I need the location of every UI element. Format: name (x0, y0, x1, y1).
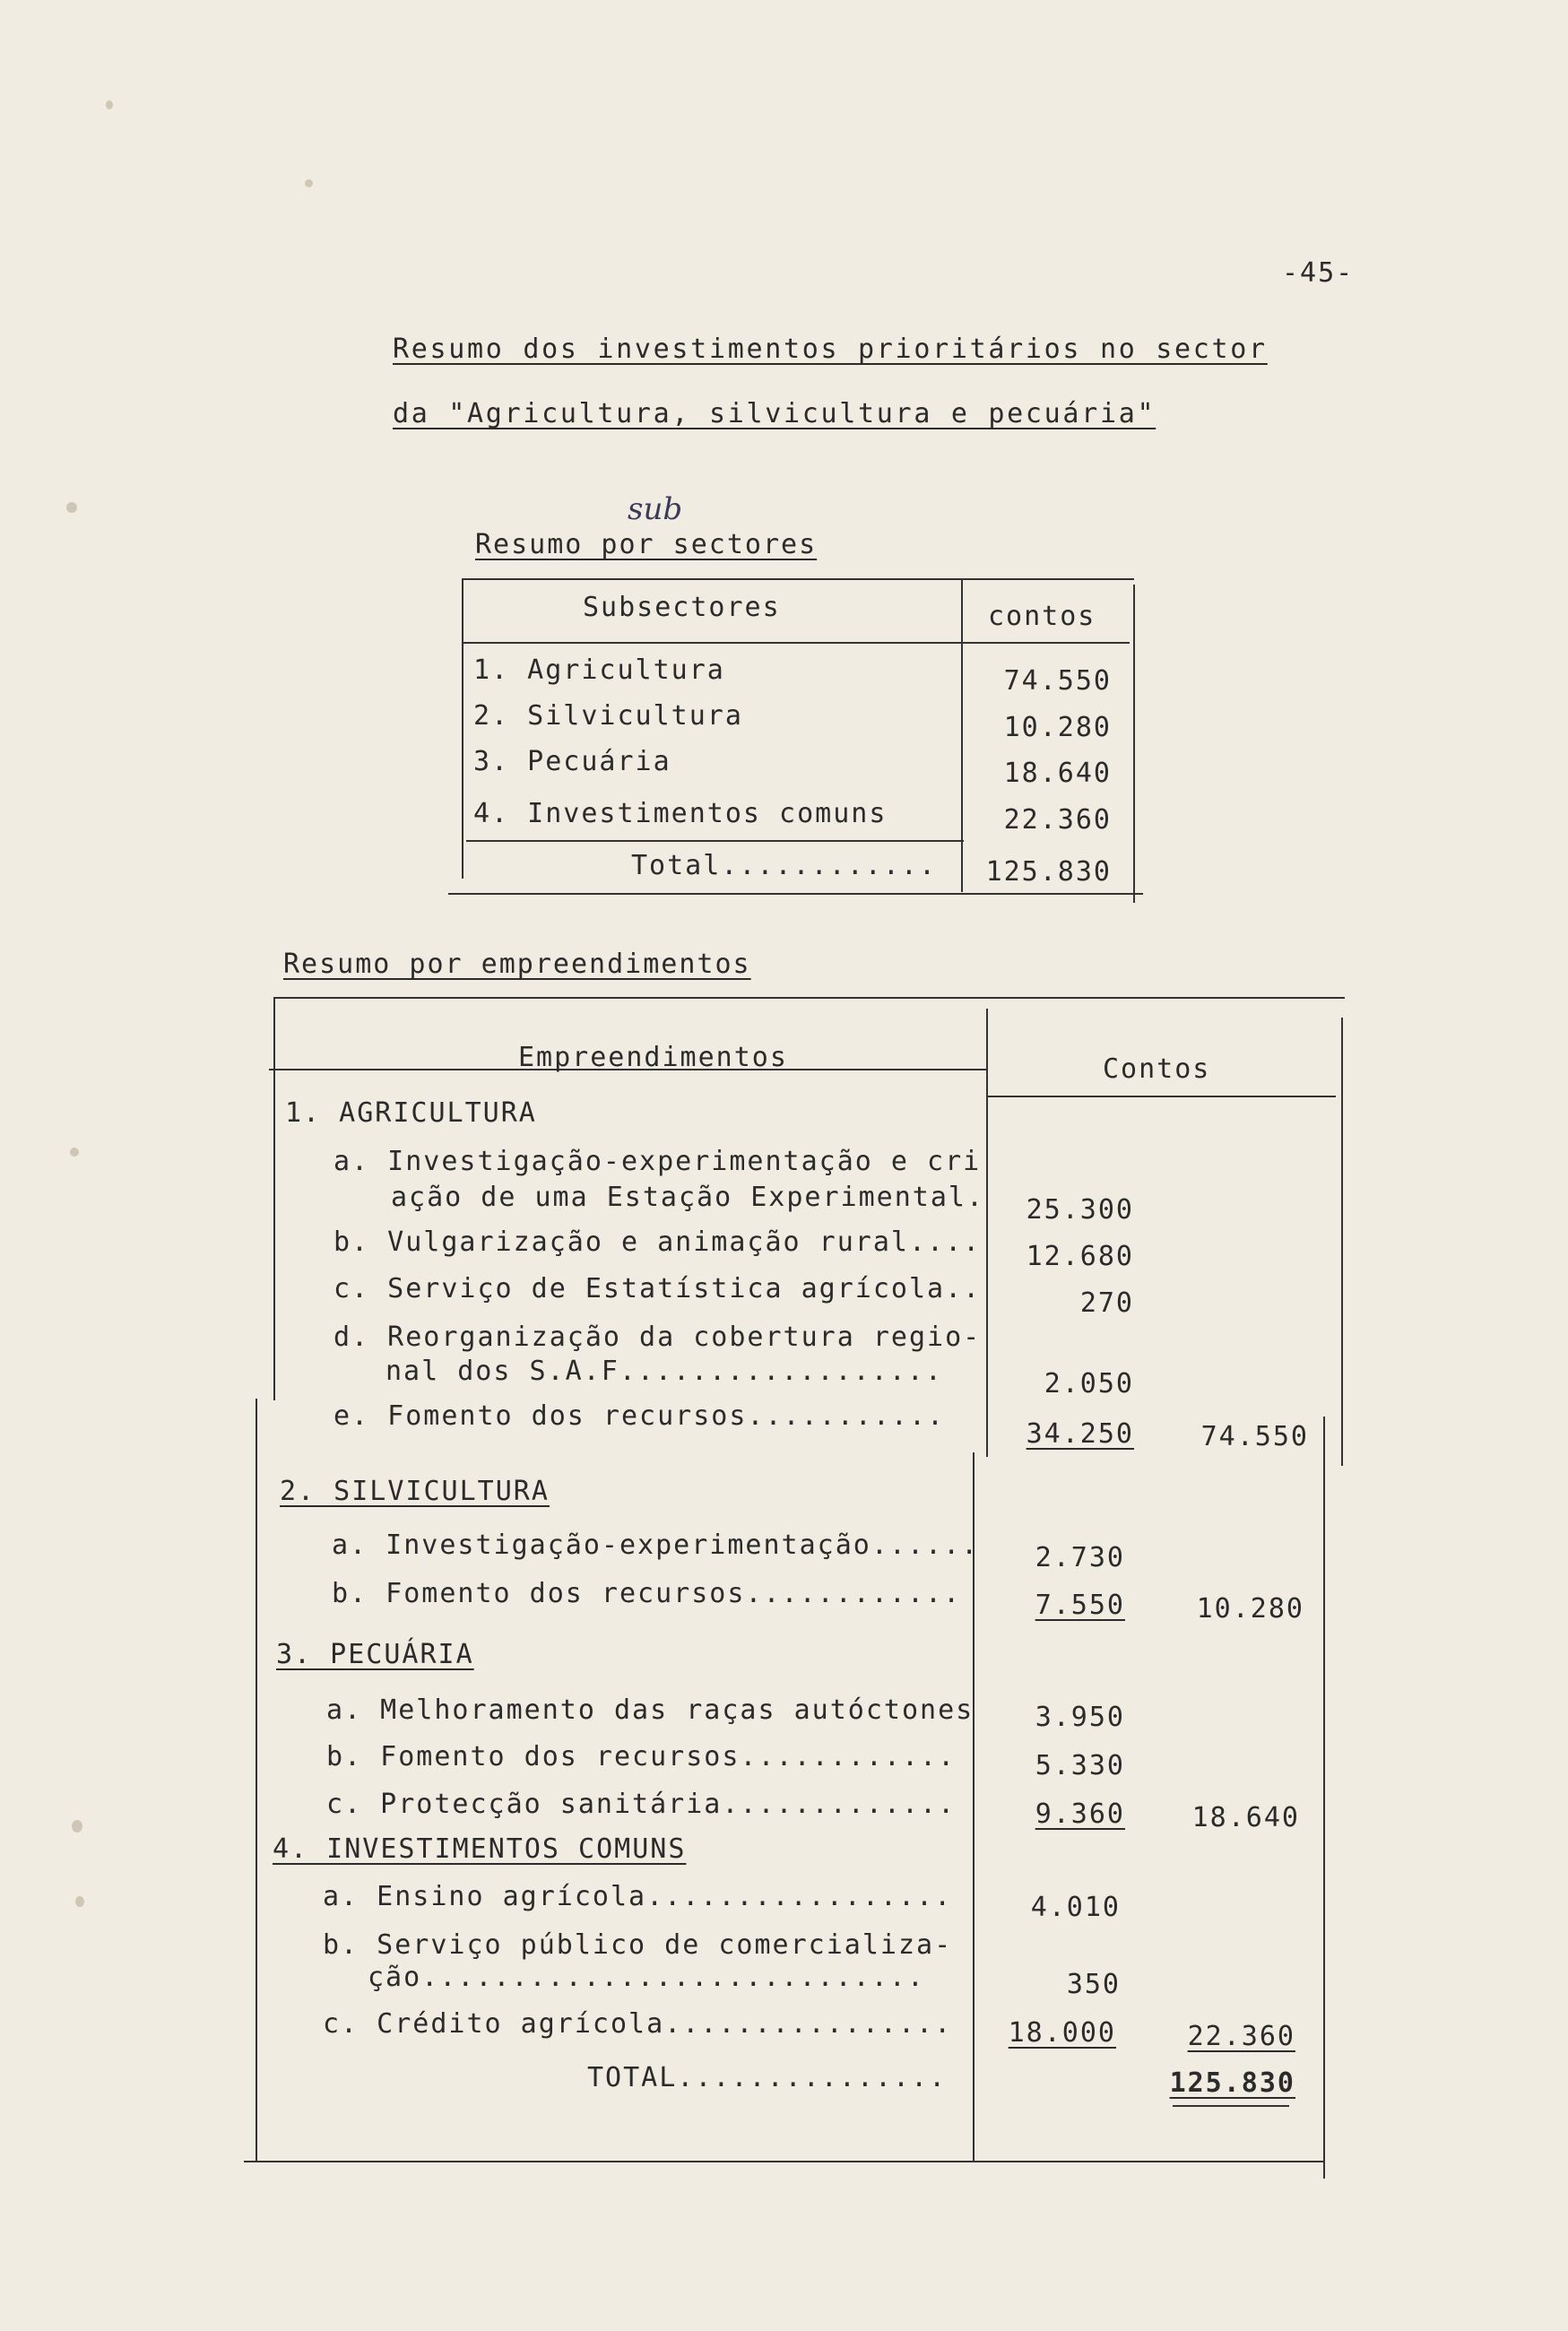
table1-total-label: Total............ (631, 850, 938, 881)
table1-total-value: 125.830 (985, 856, 1112, 888)
item-line: a. Ensino agrícola................. (323, 1881, 953, 1912)
table1-row-label: 4. Investimentos comuns (473, 798, 888, 829)
table1-row-label: 3. Pecuária (473, 746, 671, 777)
item-value: 5.330 (1035, 1750, 1125, 1781)
item-line: b. Fomento dos recursos............ (326, 1741, 957, 1772)
table1-header-contos: contos (988, 601, 1096, 632)
table2-total-value: 125.830 (1169, 2067, 1295, 2099)
table1-left-border (462, 578, 463, 879)
item-line: b. Serviço público de comercializa- (323, 1929, 953, 1961)
paper-spot (75, 1896, 84, 1907)
table2-bottom-border (244, 2161, 1324, 2162)
section-heading-silvicultura: 2. SILVICULTURA (280, 1476, 550, 1507)
section-heading-pecuaria: 3. PECUÁRIA (276, 1639, 474, 1670)
table1-row-value: 18.640 (1003, 758, 1112, 789)
table1-row-label: 2. Silvicultura (473, 700, 743, 732)
table2-right-border-upper (1341, 1018, 1343, 1466)
item-value: 25.300 (1026, 1194, 1134, 1226)
section-subtotal: 18.640 (1191, 1802, 1300, 1833)
section-heading-agricultura: 1. AGRICULTURA (285, 1097, 537, 1129)
table1-bottom-border (448, 893, 1143, 895)
paper-spot (305, 179, 313, 187)
paper-spot (66, 502, 77, 513)
title-line-2: da "Agricultura, silvicultura e pecuária" (393, 398, 1157, 429)
table1-row-value: 10.280 (1003, 712, 1112, 743)
table1-row-label: 1. Agricultura (473, 654, 725, 686)
item-value-underlined: 18.000 (1008, 2017, 1116, 2049)
table2-right-border-lower (1323, 1417, 1325, 2179)
item-value: 270 (1079, 1287, 1134, 1319)
table2-header-rule-right (986, 1096, 1336, 1097)
table1-title: Resumo por sectores (475, 529, 818, 560)
paper-spot (72, 1820, 82, 1833)
page-number: -45- (1282, 257, 1355, 289)
item-line: b. Fomento dos recursos............ (332, 1578, 962, 1609)
item-value: 3.950 (1035, 1702, 1125, 1733)
item-line: c. Protecção sanitária............. (326, 1789, 957, 1820)
section-subtotal: 74.550 (1200, 1421, 1309, 1452)
section-subtotal: 10.280 (1196, 1593, 1304, 1625)
total-double-underline (1173, 2105, 1289, 2107)
table1-column-divider (961, 578, 963, 892)
item-line: b. Vulgarização e animação rural.... (334, 1226, 982, 1258)
table2-title: Resumo por empreendimentos (283, 949, 751, 980)
item-line-continued: nal dos S.A.F.................. (386, 1356, 943, 1387)
item-line: a. Melhoramento das raças autóctones (326, 1694, 975, 1726)
item-line-continued: ção............................ (368, 1962, 925, 1993)
item-value: 350 (1066, 1969, 1121, 2000)
paper-spot (70, 1148, 79, 1157)
title-line-1: Resumo dos investimentos prioritários no sector (393, 334, 1268, 365)
item-line: a. Investigação-experimentação e cri (334, 1146, 982, 1177)
item-value-underlined: 34.250 (1026, 1418, 1134, 1450)
table2-header-contos: Contos (1103, 1053, 1211, 1085)
item-value: 4.010 (1030, 1892, 1121, 1923)
table2-header-empreendimentos: Empreendimentos (518, 1042, 788, 1073)
item-line-continued: ação de uma Estação Experimental. (391, 1182, 985, 1213)
item-line: e. Fomento dos recursos........... (334, 1400, 946, 1432)
table1-row-value: 22.360 (1003, 804, 1112, 836)
table2-top-border (273, 997, 1345, 999)
table1-top-border (462, 578, 1134, 580)
paper-spot (106, 100, 113, 109)
table1-total-rule (466, 840, 964, 842)
table1-row-value: 74.550 (1003, 665, 1112, 697)
table2-left-border-lower (256, 1399, 257, 2161)
table1-header-rule (462, 642, 1130, 644)
section-heading-investimentos-comuns: 4. INVESTIMENTOS COMUNS (273, 1833, 687, 1865)
section-subtotal-underlined: 22.360 (1187, 2021, 1295, 2052)
item-line: a. Investigação-experimentação...... (332, 1529, 980, 1561)
item-value-underlined: 7.550 (1035, 1590, 1125, 1621)
item-value: 12.680 (1026, 1241, 1134, 1272)
item-line: c. Serviço de Estatística agrícola.. (334, 1273, 982, 1304)
table1-header-subsectores: Subsectores (583, 592, 781, 623)
item-line: c. Crédito agrícola................ (323, 2008, 953, 2040)
item-value-underlined: 9.360 (1035, 1798, 1125, 1830)
table2-left-border-upper (273, 997, 275, 1400)
item-value: 2.730 (1035, 1542, 1125, 1573)
table2-total-label: TOTAL............... (587, 2062, 948, 2093)
item-value: 2.050 (1044, 1368, 1134, 1399)
table1-right-border (1133, 585, 1135, 903)
handwritten-annotation: sub (628, 491, 683, 527)
item-line: d. Reorganização da cobertura regio- (334, 1321, 982, 1353)
